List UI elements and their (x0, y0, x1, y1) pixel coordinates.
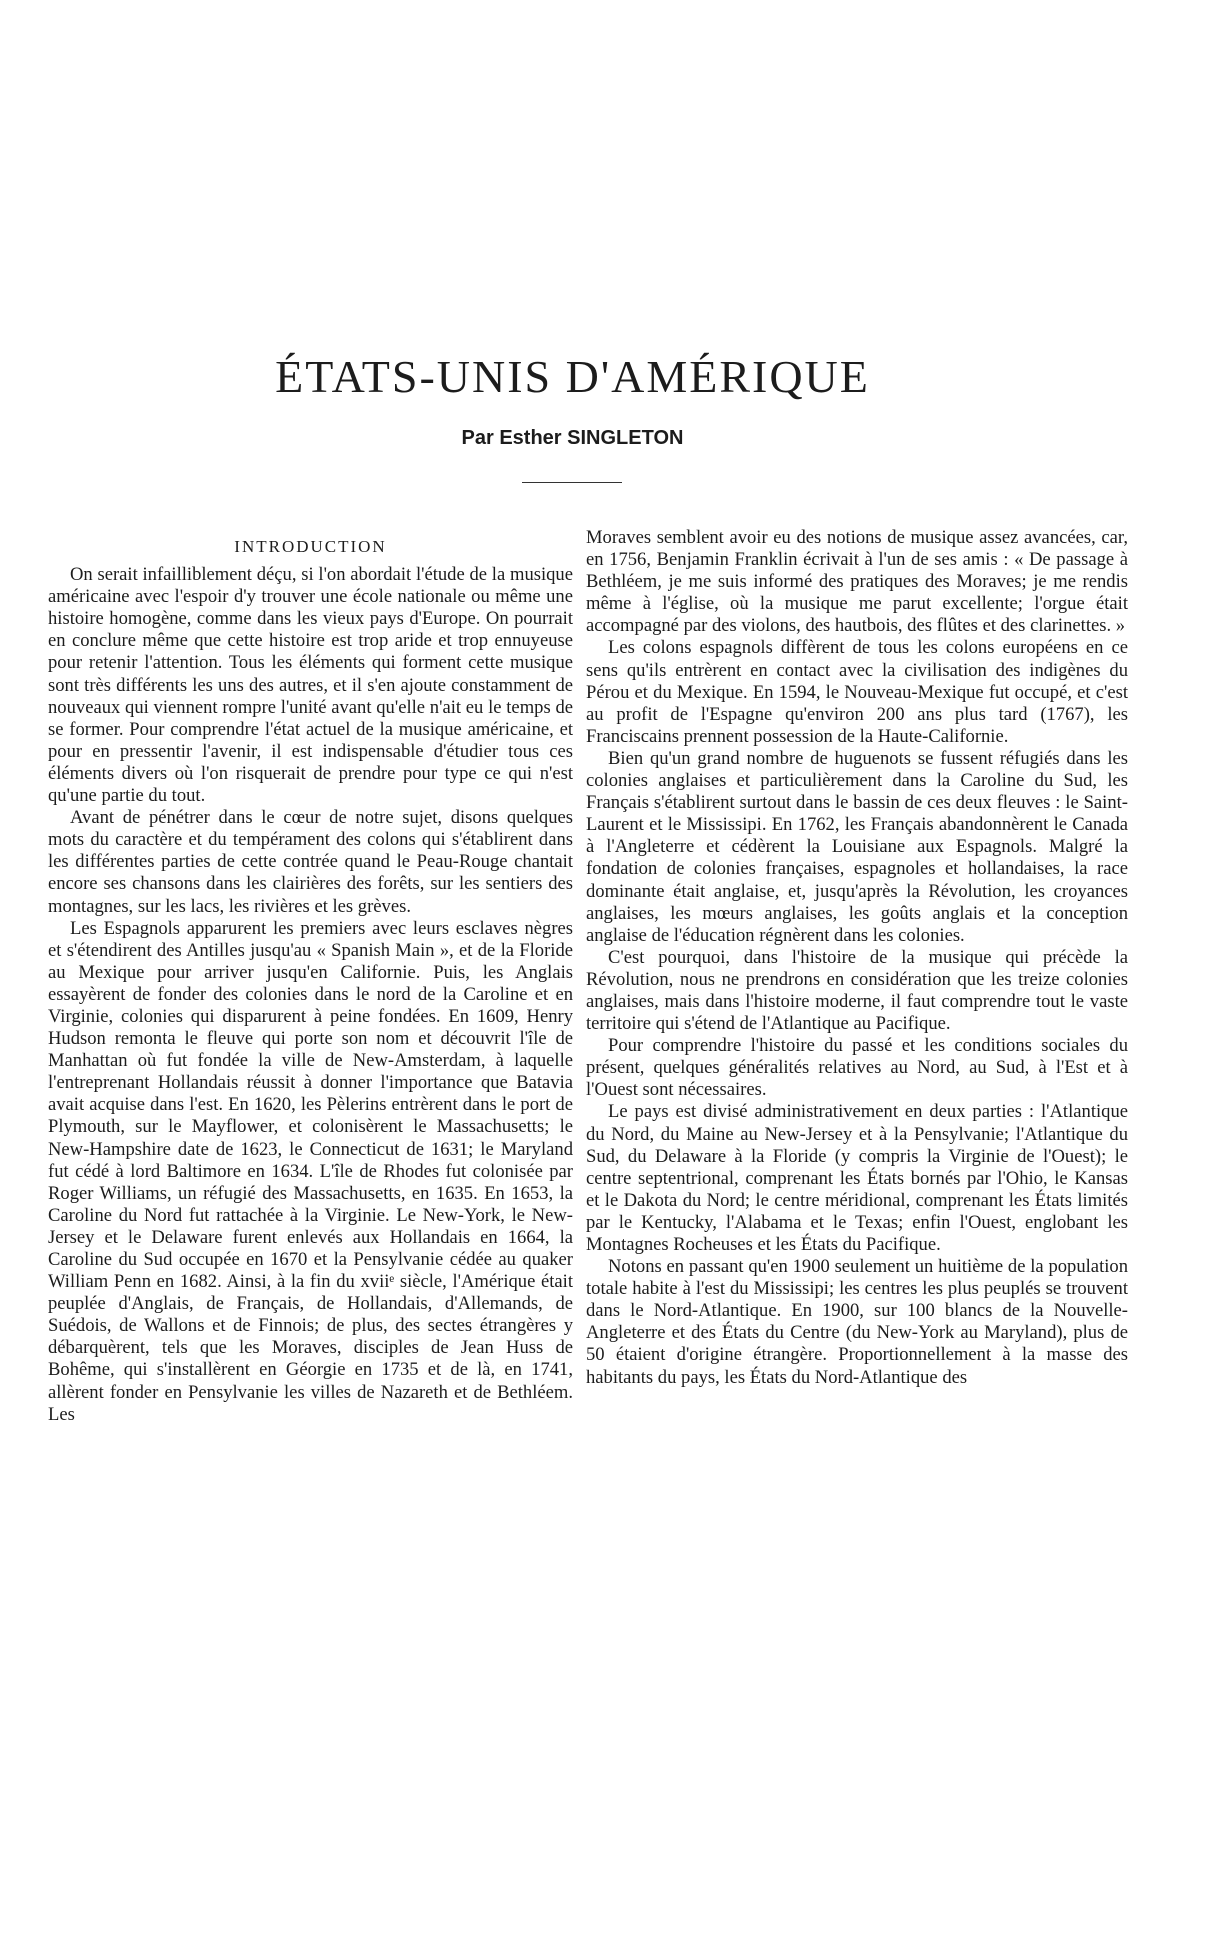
paragraph: Les Espagnols apparurent les premiers avec leurs esclaves nègres et s'étendirent des Antilles jusqu'au « Spanish Main », et de la Floride au Mexique pour arriver jusqu'en Californie. Puis, les Anglais essayèrent de fonder des colonies dans le nord de la Caroline et en Virginie, colonies qui disparurent à peine fondées. En 1609, Henry Hudson remonta le fleuve qui porte son nom et découvrit l'île de Manhattan où fut fondée la ville de New-Amsterdam, à laquelle l'entreprenant Hollandais réussit à donner l'importance que Batavia avait acquise dans l'est. En 1620, les Pèlerins entrèrent dans le port de Plymouth, sur le Mayflower, et colonisèrent le Massachusetts; le New-Hampshire date de 1623, le Connecticut de 1631; le Maryland fut cédé à lord Baltimore en 1634. L'île de Rhodes fut colonisée par Roger Williams, un réfugié des Massachusetts, en 1635. En 1653, la Caroline du Nord fut rattachée à la Virginie. Le New-York, le New-Jersey et le Delaware furent enlevés aux Hollandais en 1664, la Caroline du Sud occupée en 1670 et la Pensylvanie cédée au quaker William Penn en 1682. Ainsi, à la fin du xviiᵉ siècle, l'Amérique était peuplée d'Anglais, de Français, de Hollandais, d'Allemands, de Suédois, de Wallons et de Finnois; de plus, des sectes étrangères y débarquèrent, tels que les Moraves, disciples de Jean Huss de Bohême, qui s'installèrent en Géorgie en 1735 et de là, en 1741, allèrent fonder en Pensylvanie les villes de Nazareth et de Bethléem. Les (48, 917, 573, 1425)
paragraph: On serait infailliblement déçu, si l'on abordait l'étude de la musique américaine avec l'espoir d'y trouver une école nationale ou même une histoire homogène, comme dans les vieux pays d'Europe. On pourrait en conclure même que cette histoire est trop aride et trop ennuyeuse pour retenir l'attention. Tous les éléments qui forment cette musique sont très différents les uns des autres, et il s'en ajoute constamment de nouveaux qui viennent rompre l'unité avant qu'elle n'ait eu le temps de se former. Pour comprendre l'état actuel de la musique américaine, et pour en pressentir l'avenir, il est indispensable d'étudier tous ces éléments divers où l'on risquerait de prendre pour type ce qui n'est qu'une partie du tout. (48, 564, 573, 807)
paragraph: Avant de pénétrer dans le cœur de notre sujet, disons quelques mots du caractère et du tempérament des colons qui s'établirent dans les différentes parties de cette contrée quand le Peau-Rouge chantait encore ses chansons dans les clairières des forêts, sur les sentiers des montagnes, sur les lacs, les rivières et les grèves. (48, 807, 573, 917)
section-heading: INTRODUCTION (234, 537, 387, 556)
paragraph: Bien qu'un grand nombre de huguenots se fussent réfugiés dans les colonies anglaises et particulièrement dans la Caroline du Sud, les Français s'établirent surtout dans le bassin de ces deux fleuves : le Saint-Laurent et le Mississipi. En 1762, les Français abandonnèrent le Canada à l'Angleterre et cédèrent la Louisiane aux Espagnols. Malgré la fondation de colonies françaises, espagnoles et hollandaises, la race dominante était anglaise, et, jusqu'après la Révolution, les croyances anglaises, les mœurs anglaises, les goûts anglais et la conception anglaise de l'éducation régnèrent dans les colonies. (586, 747, 1128, 946)
paragraph: Les colons espagnols diffèrent de tous les colons européens en ce sens qu'ils entrèrent en contact avec la civilisation des indigènes du Pérou et du Mexique. En 1594, le Nouveau-Mexique fut occupé, et c'est au profit de l'Espagne qu'environ 200 ans plus tard (1767), les Franciscains prennent possession de la Haute-Californie. (586, 637, 1128, 747)
paragraph-continued: Moraves semblent avoir eu des notions de musique assez avancées, car, en 1756, Benjamin Franklin écrivait à l'un de ses amis : « De passage à Bethléem, je me suis informé des pratiques des Moraves; je me rendis même à l'église, où la musique me parut excellente; l'orgue était accompagné par des violons, des hautbois, des flûtes et des clarinettes. » (586, 527, 1128, 637)
author-byline: Par Esther SINGLETON (461, 427, 684, 449)
page-title: ÉTATS-UNIS D'AMÉRIQUE (275, 351, 870, 402)
right-column (586, 527, 1128, 1389)
paragraph: C'est pourquoi, dans l'histoire de la musique qui précède la Révolution, nous ne prendrons en considération que les treize colonies anglaises, mais dans l'histoire moderne, il faut comprendre tout le vaste territoire qui s'étend de l'Atlantique au Pacifique. (586, 946, 1128, 1035)
paragraph: Le pays est divisé administrativement en deux parties : l'Atlantique du Nord, du Maine au New-Jersey et à la Pensylvanie; l'Atlantique du Sud, du Delaware à la Floride (y compris la Virginie de l'Ouest); le centre septentrional, comprenant les États bornés par l'Ohio, le Kansas et le Dakota du Nord; le centre méridional, comprenant les États limités par le Kentucky, l'Alabama et le Texas; enfin l'Ouest, englobant les Montagnes Rocheuses et les États du Pacifique. (586, 1101, 1128, 1255)
title-divider (522, 482, 622, 483)
left-column (48, 530, 573, 1426)
paragraph: Notons en passant qu'en 1900 seulement un huitième de la population totale habite à l'est du Mississipi; les centres les plus peuplés se trouvent dans le Nord-Atlantique. En 1900, sur 100 blancs de la Nouvelle-Angleterre et des États du Centre (du New-York au Maryland), plus de 50 étaient d'origine étrangère. Proportionnellement à la masse des habitants du pays, les États du Nord-Atlantique des (586, 1256, 1128, 1388)
paragraph: Pour comprendre l'histoire du passé et les conditions sociales du présent, quelques généralités relatives au Nord, au Sud, à l'Est et à l'Ouest sont nécessaires. (586, 1035, 1128, 1101)
